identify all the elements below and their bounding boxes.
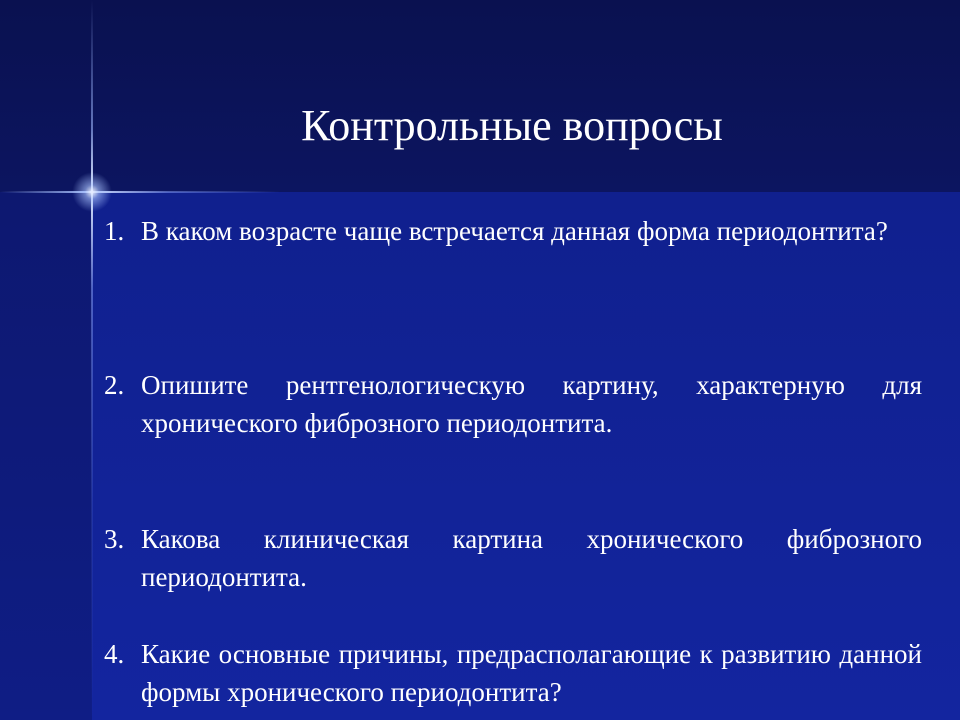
question-text: Какова клиническая картина хронического фиброзного периодонтита. bbox=[141, 524, 922, 592]
sparkle-icon bbox=[72, 172, 112, 212]
question-item bbox=[100, 366, 922, 442]
question-text: Опишите рентгенологическую картину, характерную для хронического фиброзного периодонтита. bbox=[141, 370, 922, 438]
question-text: Какие основные причины, предрасполагающие к развитию данной формы хронического периодонтита? bbox=[141, 639, 922, 707]
horizontal-accent-line bbox=[0, 191, 280, 193]
question-item bbox=[100, 212, 922, 250]
slide-title: Контрольные вопросы bbox=[301, 101, 723, 150]
question-number: 1. bbox=[104, 216, 125, 246]
question-text: В каком возрасте чаще встречается данная форма периодонтита? bbox=[141, 216, 888, 246]
question-item bbox=[100, 635, 922, 711]
question-number: 3. bbox=[104, 524, 125, 554]
left-strip bbox=[0, 192, 92, 720]
question-item bbox=[100, 520, 922, 596]
question-number: 4. bbox=[104, 639, 125, 669]
question-number: 2. bbox=[104, 370, 125, 400]
